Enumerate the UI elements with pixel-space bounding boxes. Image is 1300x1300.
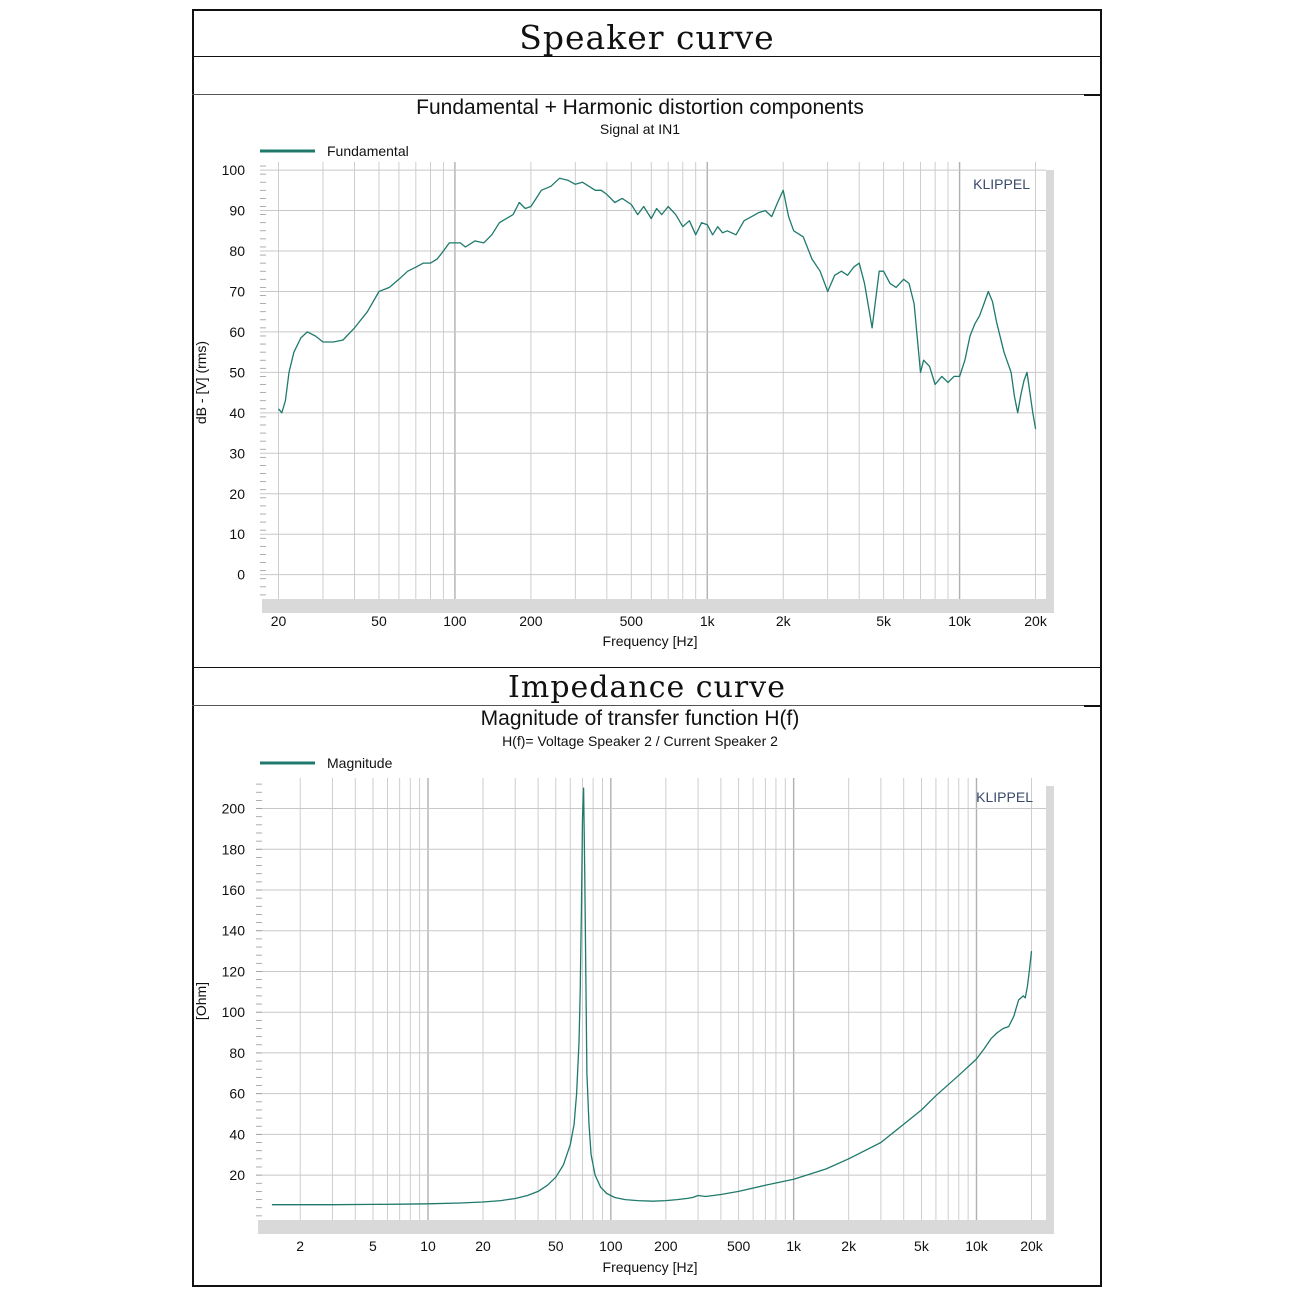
page-title: Speaker curve	[519, 18, 775, 57]
chart2-plot-area	[256, 778, 1046, 1220]
chart1-x-tick-label: 500	[619, 613, 643, 629]
chart1-x-tick-label: 5k	[876, 613, 892, 629]
chart1-x-tick-label: 100	[443, 613, 467, 629]
chart1-x-tick-label: 50	[371, 613, 387, 629]
chart1-y-tick-label: 60	[229, 323, 245, 340]
chart1-legend-label: Fundamental	[327, 143, 409, 159]
chart1-y-tick-label: 100	[221, 162, 245, 179]
chart2-x-tick-label: 2k	[841, 1238, 857, 1254]
chart2-x-tick-label: 10	[420, 1238, 436, 1254]
chart2-x-tick-label: 10k	[965, 1238, 988, 1254]
chart2-brand-watermark: KLIPPEL	[976, 789, 1033, 805]
chart2-x-tick-label: 20	[475, 1238, 491, 1254]
chart2-x-tick-label: 100	[599, 1238, 623, 1254]
chart1-y-tick-label: 90	[229, 202, 245, 219]
chart2-y-tick-label: 60	[229, 1085, 245, 1102]
chart2-y-tick-label: 180	[221, 841, 245, 858]
chart1-y-tick-label: 50	[229, 364, 245, 381]
chart1-y-tick-label: 40	[229, 404, 245, 421]
chart2-y-axis-label: [Ohm]	[193, 981, 209, 1021]
chart1-x-tick-label: 20k	[1024, 613, 1047, 629]
chart1-y-tick-label: 20	[229, 485, 245, 502]
chart2-y-tick-label: 120	[221, 963, 245, 980]
chart1-brand-watermark: KLIPPEL	[973, 176, 1030, 192]
chart2-legend-label: Magnitude	[327, 755, 393, 771]
chart1-x-tick-label: 10k	[948, 613, 971, 629]
chart2-x-tick-label: 2	[296, 1238, 305, 1254]
chart1-x-tick-label: 2k	[775, 613, 791, 629]
chart1-x-tick-label: 20	[270, 613, 287, 629]
chart1-x-axis-label: Frequency [Hz]	[602, 633, 698, 649]
chart2-y-tick-label: 140	[221, 922, 245, 939]
chart2-y-tick-label: 160	[221, 882, 245, 899]
chart2-x-tick-label: 500	[726, 1238, 751, 1254]
chart2-y-tick-label: 200	[221, 800, 245, 817]
chart2-x-tick-label: 50	[548, 1238, 564, 1254]
chart2-subtitle: H(f)= Voltage Speaker 2 / Current Speaker 2	[502, 733, 778, 749]
chart2-y-tick-label: 80	[229, 1044, 245, 1061]
chart1-y-tick-label: 80	[229, 243, 245, 260]
chart1-y-tick-label: 30	[229, 445, 245, 462]
chart1-x-tick-label: 1k	[699, 613, 715, 629]
chart1-x-tick-label: 200	[519, 613, 543, 629]
chart1-y-tick-label: 10	[229, 526, 245, 543]
chart2-title: Magnitude of transfer function H(f)	[480, 707, 800, 730]
chart2-x-axis-label: Frequency [Hz]	[602, 1259, 698, 1275]
chart1-y-tick-label: 70	[229, 283, 245, 300]
chart1-title: Fundamental + Harmonic distortion components	[416, 96, 864, 119]
chart2-y-tick-label: 40	[229, 1126, 245, 1143]
chart2-x-tick-label: 200	[654, 1238, 678, 1254]
chart2-y-tick-label: 20	[229, 1167, 245, 1184]
chart1-subtitle: Signal at IN1	[599, 121, 681, 137]
chart1-plot-area	[260, 162, 1046, 599]
impedance-section-title: Impedance curve	[508, 670, 786, 705]
chart1-y-axis-label: dB - [V] (rms)	[193, 340, 209, 425]
chart1-y-tick-label: 0	[237, 566, 245, 583]
chart2-x-tick-label: 5	[369, 1238, 377, 1254]
chart2-x-tick-label: 5k	[914, 1238, 929, 1254]
chart2-x-tick-label: 20k	[1020, 1238, 1043, 1254]
chart2-y-tick-label: 100	[221, 1004, 245, 1021]
chart2-x-tick-label: 1k	[786, 1238, 802, 1254]
